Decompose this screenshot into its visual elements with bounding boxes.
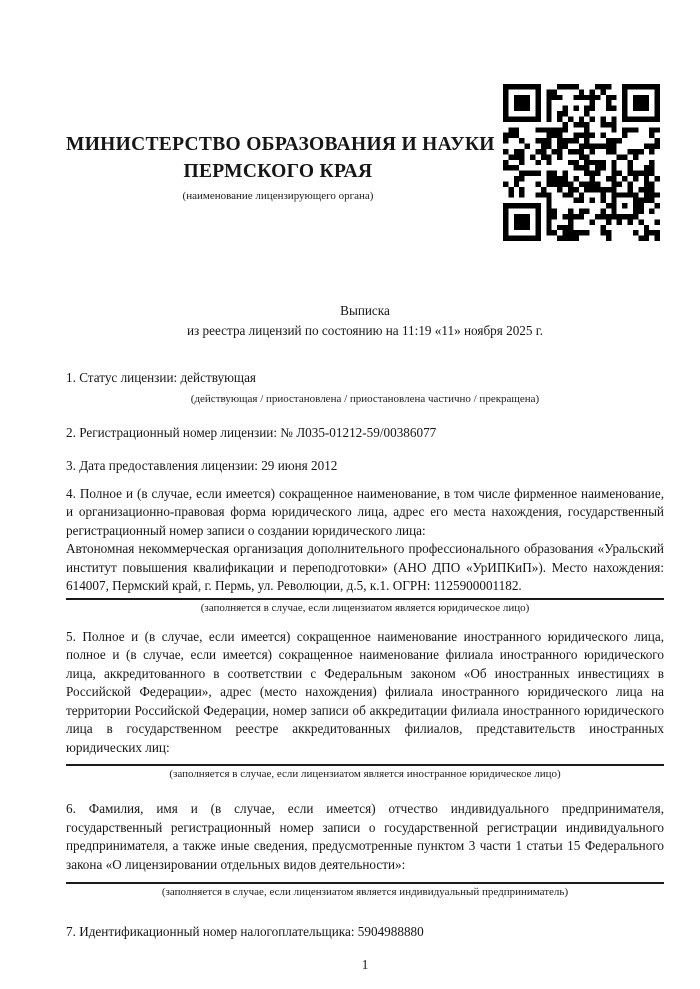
title-line1: Выписка <box>340 303 390 318</box>
fill-line-foreign-entity <box>66 764 664 766</box>
authority-caption: (наименование лицензирующего органа) <box>182 190 374 202</box>
caption-foreign-entity: (заполняется в случае, если лицензиатом является иностранное юридическое лицо) <box>169 768 561 780</box>
item-license-status: 1. Статус лицензии: действующая <box>66 370 257 385</box>
item-foreign-entity-question: 5. Полное и (в случае, если имеется) сокращенное наименование иностранного юридического лица, полное и (в случае, если имеется) сокращенное наименование филиала иностранного юридического лица, аккредитованного в соответствии с Федеральным законом «Об иностранных инвестициях в Российской Федерации», адрес (место нахождения) филиала иностранного юридического лица на территории Российской Федерации, номер записи об аккредитации филиала иностранного юридического лица в государственном реестре аккредитованных филиалов, представительств иностранных юридических лиц: <box>66 628 664 755</box>
item-license-status-caption: (действующая / приостановлена / приостановлена частично / прекращена) <box>190 392 540 405</box>
caption-legal-entity: (заполняется в случае, если лицензиатом является юридическое лицо) <box>200 601 530 614</box>
item-taxpayer-number: 7. Идентификационный номер налогоплательщика: 5904988880 <box>66 924 424 939</box>
item-registration-number: 2. Регистрационный номер лицензии: № Л035-01212-59/00386077 <box>66 424 437 440</box>
document-title <box>66 301 664 341</box>
item-legal-entity-question: 4. Полное и (в случае, если имеется) сокращенное наименование, в том числе фирменное наименование, и организационно-правовая форма юридического лица, адрес его места нахождения, государственный регистрационный номер записи о создании юридического лица: <box>66 485 664 538</box>
item-legal-entity-answer: Автономная некоммерческая организация дополнительного профессионального образования «Уральский институт повышения квалификации и переподготовки» (АНО ДПО «УрИПКиП»). Место нахождения: 614007, Пермский край, г. Пермь, ул. Революции, д.5, к.1. ОГРН: 1125900001182. <box>66 541 664 593</box>
fill-line-entrepreneur <box>66 882 664 884</box>
item-entrepreneur-question: 6. Фамилия, имя и (в случае, если имеется) отчество индивидуального предпринимателя, государственный регистрационный номер записи о государственной регистрации индивидуального предпринимателя, а также иные сведения, предусмотренные пунктом 3 части 1 статьи 15 Федерального закона «О лицензировании отдельных видов деятельности»: <box>66 801 664 872</box>
document-body <box>66 0 664 973</box>
ministry-name-line1: МИНИСТЕРСТВО ОБРАЗОВАНИЯ И НАУКИ <box>66 134 495 155</box>
caption-entrepreneur: (заполняется в случае, если лицензиатом является индивидуальный предприниматель) <box>161 886 569 898</box>
page-number: 1 <box>361 956 369 972</box>
title-line2: из реестра лицензий по состоянию на 11:19 «11» ноября 2025 г. <box>186 323 544 338</box>
fill-line-legal-entity <box>66 598 664 600</box>
item-license-grant-date: 3. Дата предоставления лицензии: 29 июня 2012 <box>66 458 338 473</box>
ministry-name-line2: ПЕРМСКОГО КРАЯ <box>183 161 373 182</box>
